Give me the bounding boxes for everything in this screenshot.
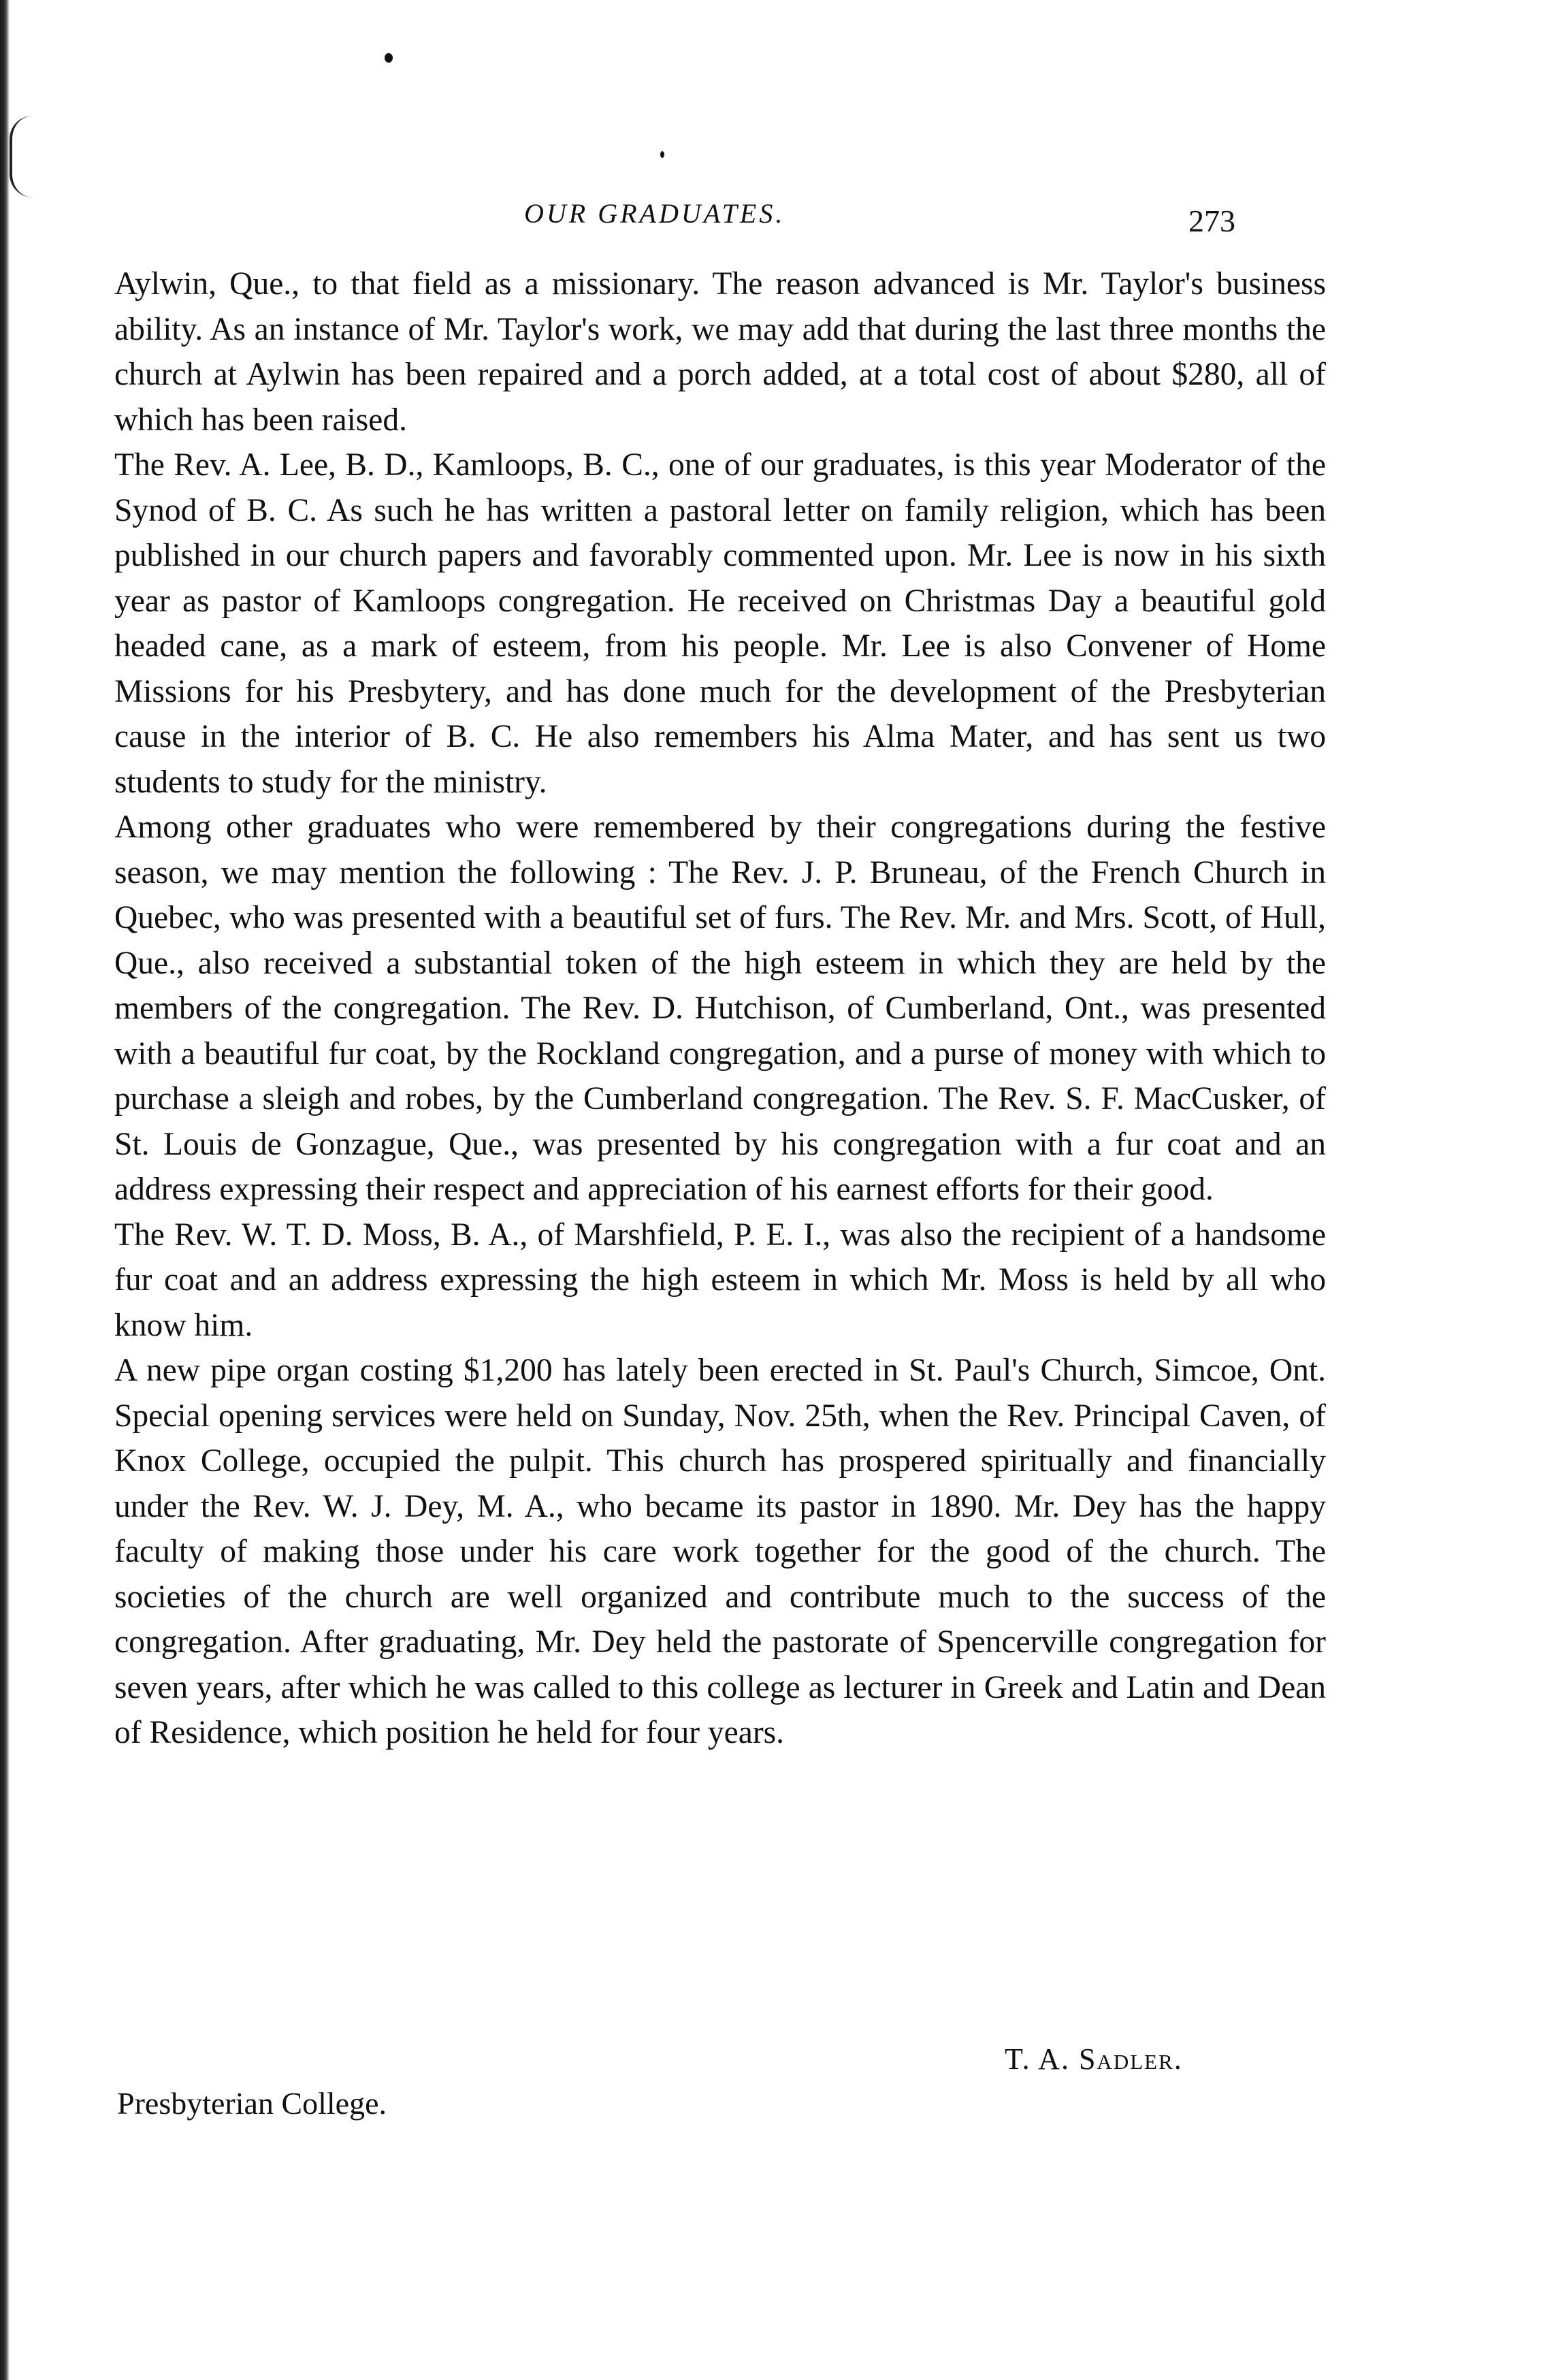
paragraph-moss: The Rev. W. T. D. Moss, B. A., of Marshfield, P. E. I., was also the recipient of a handsome fur coat and an address expressing the high esteem in which Mr. Moss is held by all who know him. (114, 1217, 1326, 1343)
scan-edge (0, 0, 10, 2380)
page-number: 273 (1188, 204, 1235, 238)
author-signature (1005, 2042, 1183, 2076)
page-header (0, 197, 1556, 238)
paragraph-pipe-organ: A new pipe organ costing $1,200 has lately been erected in St. Paul's Church, Simcoe, Ont. Special opening services were held on Sunday, Nov. 25th, when the Rev. Principal Caven, of Knox College, occupied the pulpit. This church has prospered spiritually and financially under the Rev. W. J. Dey, M. A., who became its pastor in 1890. Mr. Dey has the happy faculty of making those under his care work together for the good of the church. The societies of the church are well organized and contribute much to the success of the congregation. After graduating, Mr. Dey held the pastorate of Spencerville congregation for seven years, after which he was called to this college as lecturer in Greek and Latin and Dean of Residence, which position he held for four years. (114, 1353, 1326, 1750)
college-name: Presbyterian College. (117, 2086, 387, 2121)
paragraph-lee: The Rev. A. Lee, B. D., Kamloops, B. C., one of our graduates, is this year Moderator of the Synod of B. C. As such he has written a pastoral letter on family religion, which has been published in our church papers and favorably commented upon. Mr. Lee is now in his sixth year as pastor of Kamloops congregation. He received on Christmas Day a beautiful gold headed cane, as a mark of esteem, from his people. Mr. Lee is also Convener of Home Missions for his Presbytery, and has done much for the development of the Presbyterian cause in the interior of B. C. He also remembers his Alma Mater, and has sent us two students to study for the ministry. (114, 447, 1326, 800)
article-body (114, 261, 1326, 1756)
signature-text: T. A. Sadler. (1005, 2042, 1183, 2076)
scan-speck (385, 53, 393, 63)
scan-edge-curl (10, 116, 33, 197)
scan-speck (660, 151, 664, 158)
paragraph-graduates-remembered: Among other graduates who were remembered by their congregations during the festive season, we may mention the following : The Rev. J. P. Bruneau, of the French Church in Quebec, who was presented with a beautiful set of furs. The Rev. Mr. and Mrs. Scott, of Hull, Que., also received a substantial token of the high esteem in which they are held by the members of the congregation. The Rev. D. Hutchison, of Cumberland, Ont., was presented with a beautiful fur coat, by the Rockland congregation, and a purse of money with which to purchase a sleigh and robes, by the Cumberland congregation. The Rev. S. F. MacCusker, of St. Louis de Gonzague, Que., was presented by his congregation with a fur coat and an address expressing their respect and appreciation of his earnest efforts for their good. (114, 809, 1326, 1207)
running-head: OUR GRADUATES. (524, 198, 785, 229)
paragraph-aylwin: Aylwin, Que., to that field as a missionary. The reason advanced is Mr. Taylor's business ability. As an instance of Mr. Taylor's work, we may add that during the last three months the church at Aylwin has been repaired and a porch added, at a total cost of about $280, all of which has been raised. (114, 266, 1326, 438)
